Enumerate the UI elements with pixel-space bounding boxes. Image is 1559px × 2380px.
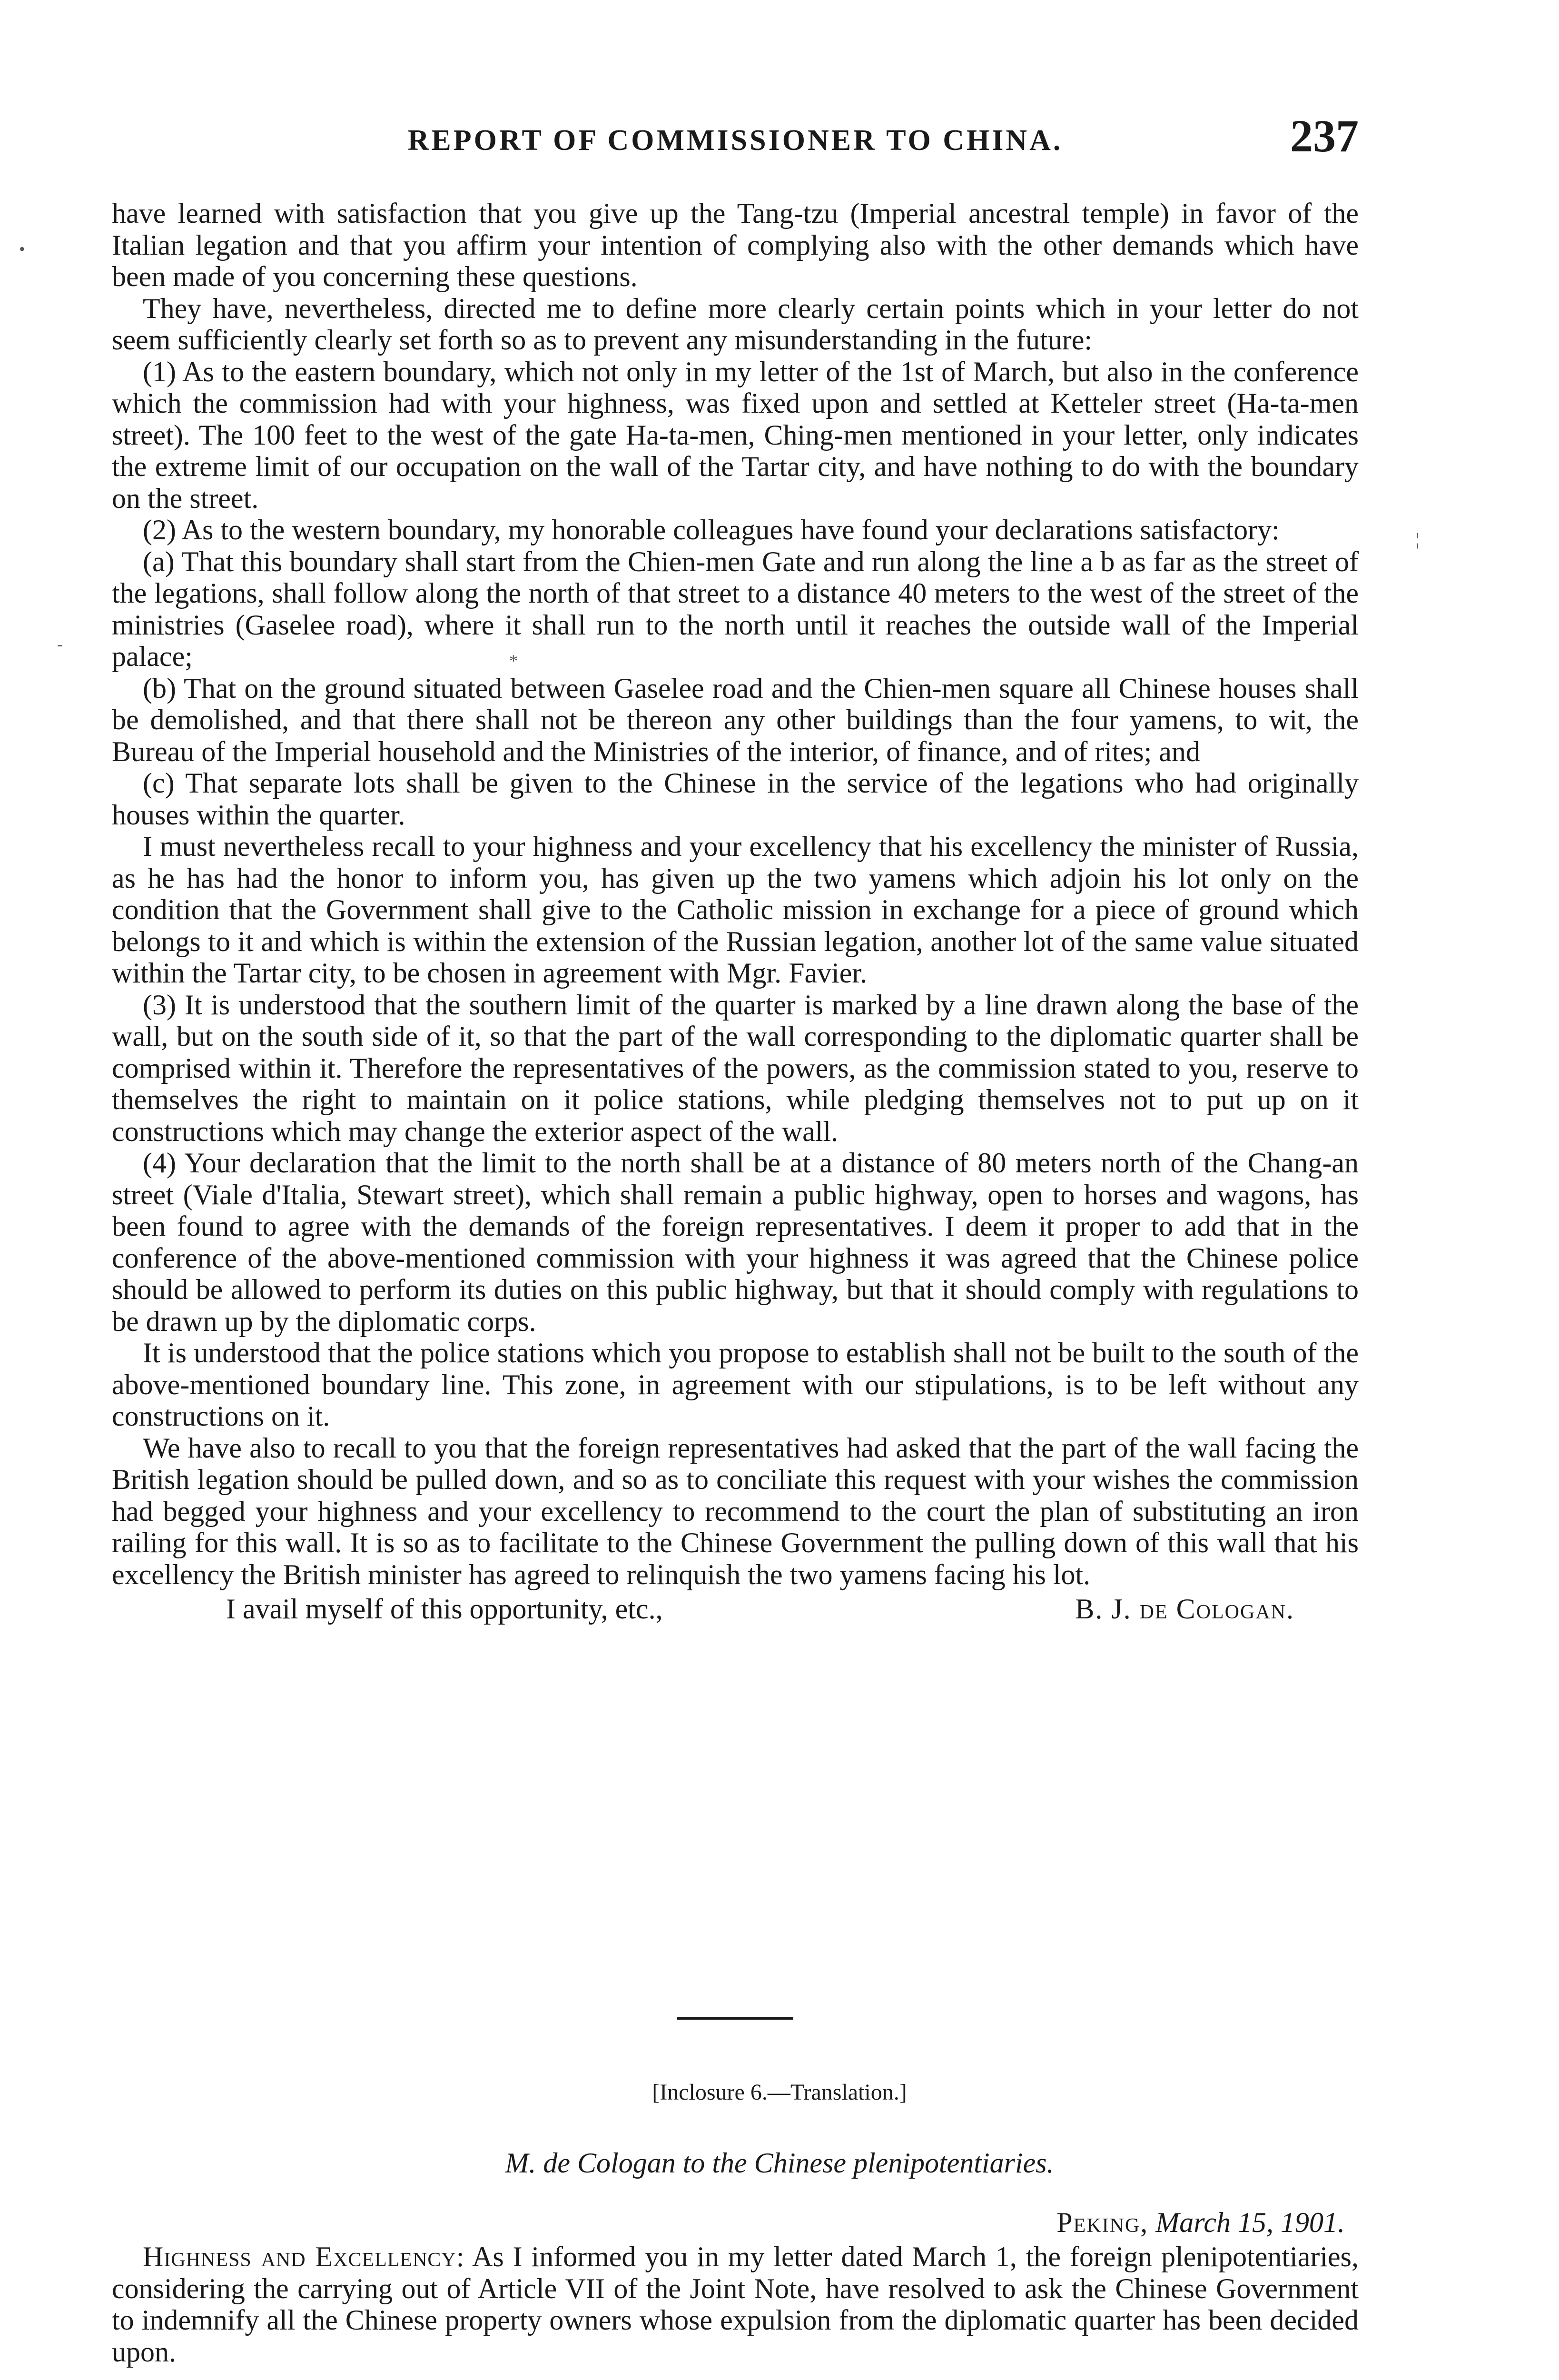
signature: B. J. de Cologan.: [1075, 1593, 1294, 1625]
closing-line: I avail myself of this opportunity, etc.,: [226, 1593, 663, 1625]
paragraph: We have also to recall to you that the foreign representatives had asked that the part of the wall facing the British legation should be pulled down, and so as to conciliate this request with your wishes the commission had begged your highness and your excellency to recommend to the court the plan of substituting an iron railing for this wall. It is so as to facilitate to the Chinese Government the pulling down of this wall that his excellency the British minister has agreed to relinquish the two yamens facing his lot.: [112, 1432, 1359, 1590]
closing-row: [112, 1593, 1359, 1625]
enclosure-text: As I informed you in my letter dated March 1, the foreign plenipotentiaries, considering the carrying out of Article VII of the Joint Note, have resolved to ask the Chinese Government to indemnify all the Chinese property owners whose expulsion from the diplomatic quarter has been decided upon.: [112, 2241, 1359, 2368]
enclosure-letter: [112, 2241, 1359, 2368]
paragraph: (2) As to the western boundary, my honorable colleagues have found your declarations satisfactory:: [143, 514, 1280, 545]
enclosure-paragraph: [112, 2241, 1359, 2368]
paragraph: (b) That on the ground situated between Gaselee road and the Chien-men square all Chinese houses shall be demolished, and that there shall not be thereon any other buildings than the four yamens, to wit, the Bureau of the Imperial household and the Ministries of the interior, of finance, and of rites; and: [112, 672, 1359, 767]
paragraph: (4) Your declaration that the limit to the north shall be at a distance of 80 meters north of the Chang-an street (Viale d'Italia, Stewart street), which shall remain a public highway, open to horses and wagons, has been found to agree with the demands of the foreign representatives. I deem it proper to add that in the conference of the above-mentioned commission with your highness it was agreed that the Chinese police should be allowed to perform its duties on this public highway, but that it should comply with regulations to be drawn up by the diplomatic corps.: [112, 1147, 1359, 1337]
paragraph: It is understood that the police stations which you propose to establish shall not be built to the south of the above-mentioned boundary line. This zone, in agreement with our stipulations, is to be left without any constructions on it.: [112, 1337, 1359, 1432]
stray-mark: *: [509, 651, 518, 670]
dateline-place: Peking,: [1056, 2207, 1149, 2238]
enclosure-heading: M. de Cologan to the Chinese plenipotentiaries.: [505, 2147, 1054, 2179]
paragraph: (a) That this boundary shall start from the Chien-men Gate and run along the line a b as far as the street of the legations, shall follow along the north of that street to a distance 40 meters to the west of the street of the ministries (Gaselee road), where it shall run to the north until it reaches the outside wall of the Imperial palace;: [112, 545, 1359, 672]
paragraph: I must nevertheless recall to your highness and your excellency that his excellency the minister of Russia, as he has had the honor to inform you, has given up the two yamens which adjoin his lot only on the condition that the Government shall give to the Catholic mission in exchange for a piece of ground which belongs to it and which is within the extension of the Russian legation, another lot of the same value situated within the Tartar city, to be chosen in agreement with Mgr. Favier.: [112, 831, 1359, 989]
salutation: Highness and Excellency:: [143, 2241, 465, 2272]
margin-tick: ¦: [1416, 530, 1420, 549]
dateline-date: March 15, 1901.: [1155, 2207, 1345, 2238]
paragraph: (1) As to the eastern boundary, which not only in my letter of the 1st of March, but also in the conference which the commission had with your highness, was fixed upon and settled at Ketteler street (Ha-ta-men street). The 100 feet to the west of the gate Ha-ta-men, Ching-men mentioned in your letter, only indicates the extreme limit of our occupation on the wall of the Tartar city, and have nothing to do with the boundary on the street.: [112, 356, 1359, 514]
section-divider: [677, 2017, 793, 2020]
margin-tick: -: [57, 635, 63, 654]
running-title: REPORT OF COMMISSIONER TO CHINA.: [407, 124, 1063, 157]
dateline: [1056, 2206, 1345, 2239]
letter-body: [112, 198, 1359, 1625]
paragraph: (3) It is understood that the southern limit of the quarter is marked by a line drawn along the base of the wall, but on the south side of it, so that the part of the wall corresponding to the diplomatic quarter shall be comprised within it. Therefore the representatives of the powers, as the commission stated to you, reserve to themselves the right to maintain on it police stations, while pledging themselves not to put up on it constructions which may change the exterior aspect of the wall.: [112, 989, 1359, 1147]
paragraph: They have, nevertheless, directed me to define more clearly certain points which in your letter do not seem sufficiently clearly set forth so as to prevent any misunderstanding in the future:: [112, 292, 1359, 356]
page-number: 237: [1290, 110, 1359, 161]
paragraph: have learned with satisfaction that you give up the Tang-tzu (Imperial ancestral temple) in favor of the Italian legation and that you affirm your intention of complying also with the other demands which have been made of you concerning these questions.: [112, 198, 1359, 292]
margin-dot: •: [19, 239, 25, 258]
paragraph: (c) That separate lots shall be given to the Chinese in the service of the legations who had originally houses within the quarter.: [112, 767, 1359, 831]
enclosure-label: [Inclosure 6.—Translation.]: [652, 2080, 907, 2105]
running-header: [112, 109, 1359, 162]
